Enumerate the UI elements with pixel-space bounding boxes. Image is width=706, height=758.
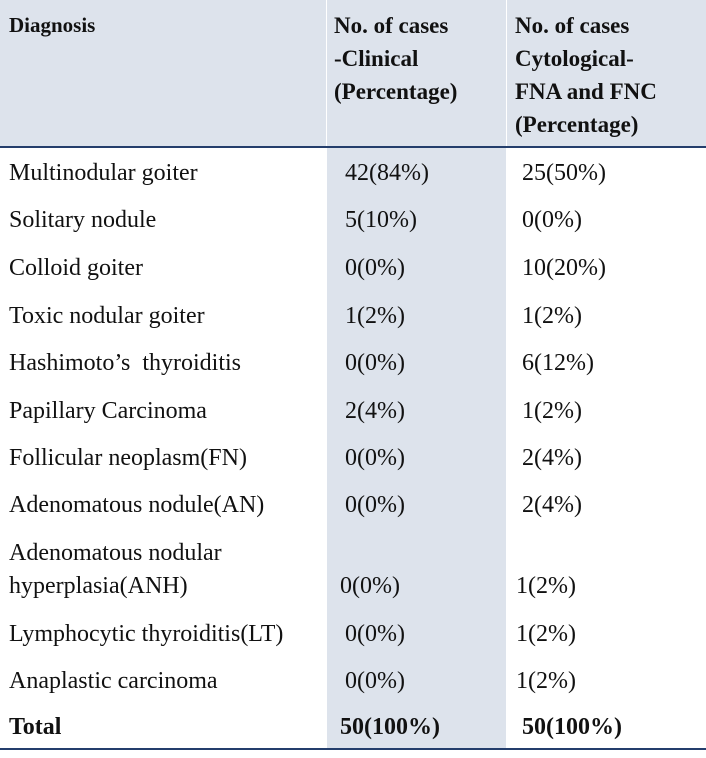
header-diagnosis: Diagnosis <box>9 13 96 37</box>
row-clinical: 2(4%) <box>345 398 405 424</box>
row-clinical: 1(2%) <box>345 303 405 329</box>
header-clinical-line-3: (Percentage) <box>334 79 458 104</box>
column-divider <box>506 0 507 750</box>
row-diagnosis: Lymphocytic thyroiditis(LT) <box>9 621 284 647</box>
row-clinical: 0(0%) <box>345 350 405 376</box>
row-diagnosis-line-1: Adenomatous nodular <box>9 540 222 566</box>
row-diagnosis: Multinodular goiter <box>9 160 198 186</box>
header-clinical-line-1: No. of cases <box>334 13 449 38</box>
row-clinical: 0(0%) <box>340 573 400 599</box>
total-label: Total <box>9 714 62 740</box>
row-clinical: 0(0%) <box>345 445 405 471</box>
row-cytological: 2(4%) <box>522 445 582 471</box>
row-cytological: 1(2%) <box>522 398 582 424</box>
row-diagnosis: Adenomatous nodule(AN) <box>9 492 265 518</box>
row-clinical: 42(84%) <box>345 160 429 186</box>
row-cytological: 0(0%) <box>522 207 582 233</box>
header-cytological-line-2: Cytological- <box>515 46 634 71</box>
row-diagnosis: Anaplastic carcinoma <box>9 668 218 694</box>
row-diagnosis: Solitary nodule <box>9 207 157 233</box>
row-cytological: 1(2%) <box>516 621 576 647</box>
column-divider <box>326 0 327 750</box>
header-cytological-line-1: No. of cases <box>515 13 630 38</box>
row-cytological: 2(4%) <box>522 492 582 518</box>
row-cytological: 1(2%) <box>522 303 582 329</box>
bottom-rule <box>0 748 706 750</box>
row-cytological: 6(12%) <box>522 350 594 376</box>
row-diagnosis: Papillary Carcinoma <box>9 398 207 424</box>
row-cytological: 1(2%) <box>516 573 576 599</box>
row-diagnosis: Hashimoto’s thyroiditis <box>9 350 242 376</box>
row-diagnosis: Toxic nodular goiter <box>9 303 205 329</box>
header-cytological-line-4: (Percentage) <box>515 112 639 137</box>
row-diagnosis-line-2: hyperplasia(ANH) <box>9 573 188 599</box>
total-clinical: 50(100%) <box>340 714 440 740</box>
total-cytological: 50(100%) <box>522 714 622 740</box>
row-cytological: 1(2%) <box>516 668 576 694</box>
row-diagnosis: Follicular neoplasm(FN) <box>9 445 247 471</box>
row-cytological: 10(20%) <box>522 255 606 281</box>
header-clinical-line-2: -Clinical <box>334 46 419 71</box>
row-clinical: 0(0%) <box>345 255 405 281</box>
header-cytological-line-3: FNA and FNC <box>515 79 657 104</box>
row-clinical: 0(0%) <box>345 621 405 647</box>
row-clinical: 0(0%) <box>345 668 405 694</box>
row-cytological: 25(50%) <box>522 160 606 186</box>
row-diagnosis: Colloid goiter <box>9 255 143 281</box>
header-rule <box>0 146 706 148</box>
row-clinical: 5(10%) <box>345 207 417 233</box>
row-clinical: 0(0%) <box>345 492 405 518</box>
